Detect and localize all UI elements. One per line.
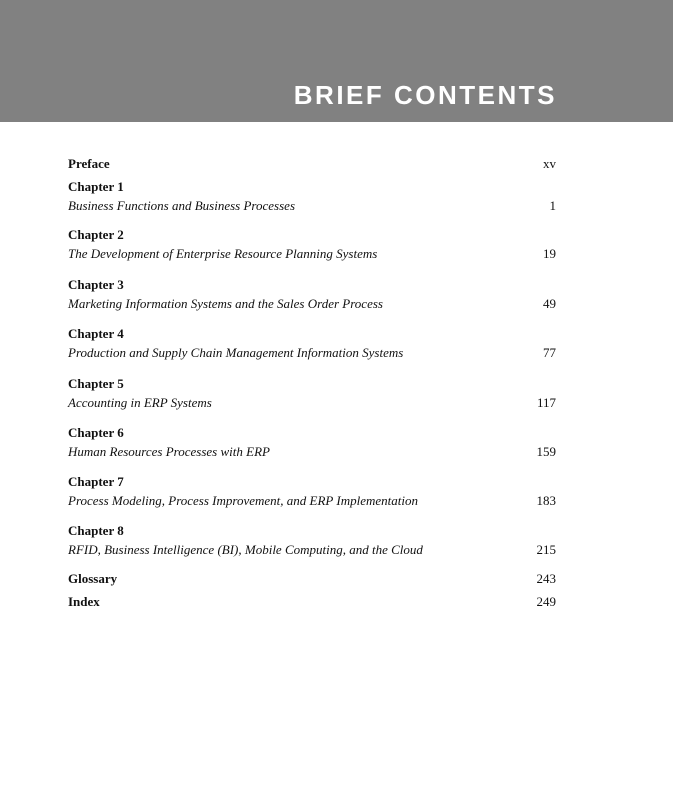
- toc-page-number: 249: [536, 594, 556, 609]
- toc-entry-chapter-1[interactable]: [68, 178, 556, 215]
- chapter-label: Chapter 3: [68, 277, 124, 292]
- toc-entry-preface[interactable]: [68, 155, 556, 173]
- toc-entry-chapter-8[interactable]: [68, 522, 556, 559]
- chapter-label: Chapter 5: [68, 376, 124, 391]
- toc-page-number: 117: [536, 395, 556, 410]
- chapter-title: Human Resources Processes with ERP: [68, 444, 270, 459]
- chapter-title: Business Functions and Business Processes: [68, 198, 295, 213]
- toc-page-number: 243: [536, 571, 556, 586]
- toc-page-number: 215: [536, 542, 556, 557]
- chapter-label: Chapter 7: [68, 474, 124, 489]
- toc-entry-chapter-3[interactable]: [68, 276, 556, 313]
- toc-page-number: 183: [536, 493, 556, 508]
- toc-page-number: xv: [543, 156, 556, 171]
- chapter-title: Process Modeling, Process Improvement, and ERP Implementation: [68, 493, 418, 508]
- header-band: [0, 0, 673, 122]
- toc-entry-chapter-6[interactable]: [68, 424, 556, 461]
- toc-entry-label: Preface: [68, 156, 110, 171]
- chapter-label: Chapter 1: [68, 179, 124, 194]
- chapter-title: Marketing Information Systems and the Sales Order Process: [68, 296, 383, 311]
- chapter-label: Chapter 2: [68, 227, 124, 242]
- toc-entry-label: Index: [68, 594, 100, 609]
- toc-entry-index[interactable]: [68, 593, 556, 611]
- chapter-title: The Development of Enterprise Resource Planning Systems: [68, 246, 378, 261]
- toc-entry-chapter-7[interactable]: [68, 473, 556, 510]
- toc-page-number: 19: [543, 246, 556, 261]
- chapter-label: Chapter 8: [68, 523, 124, 538]
- chapter-label: Chapter 6: [68, 425, 124, 440]
- page-title: BRIEF CONTENTS: [293, 80, 557, 110]
- toc-page-number: 49: [543, 296, 556, 311]
- toc-entry-glossary[interactable]: [68, 570, 556, 588]
- chapter-title: Production and Supply Chain Management Information Systems: [68, 345, 404, 360]
- toc-entry-chapter-4[interactable]: [68, 325, 556, 362]
- chapter-title: Accounting in ERP Systems: [68, 395, 212, 410]
- chapter-title: RFID, Business Intelligence (BI), Mobile Computing, and the Cloud: [68, 542, 423, 557]
- chapter-label: Chapter 4: [68, 326, 124, 341]
- toc-page-number: 159: [536, 444, 556, 459]
- toc-entry-chapter-5[interactable]: [68, 375, 556, 412]
- toc-entry-label: Glossary: [68, 571, 118, 586]
- toc-entry-chapter-2[interactable]: [68, 226, 556, 263]
- toc-page-number: 1: [549, 198, 556, 213]
- table-of-contents: [68, 155, 556, 611]
- toc-page-number: 77: [543, 345, 556, 360]
